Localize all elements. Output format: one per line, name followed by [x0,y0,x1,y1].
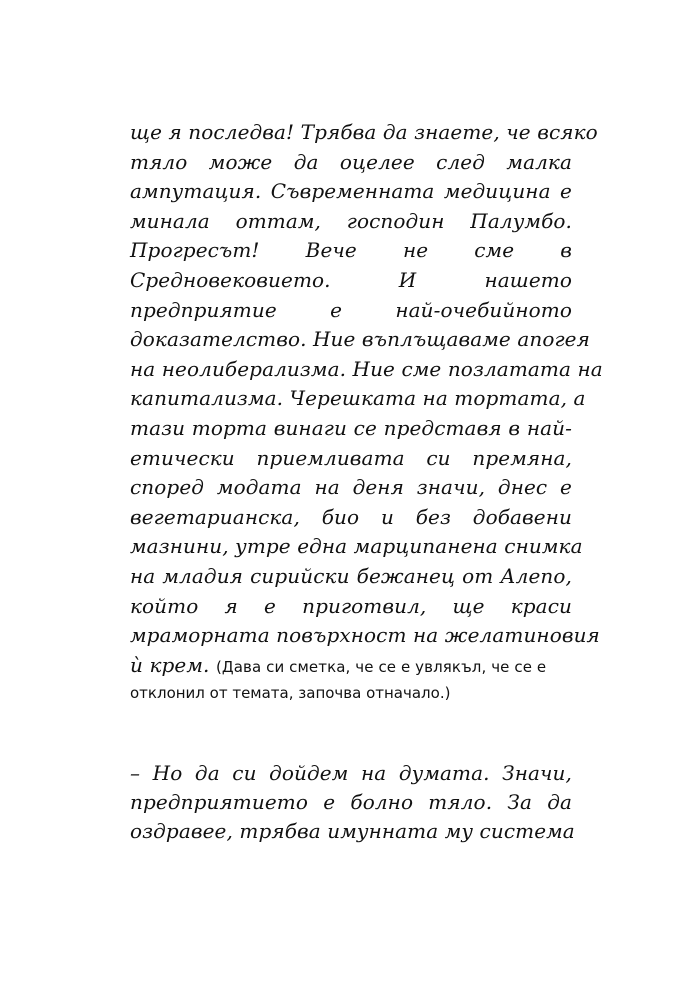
text-line: тази торта винаги се представя в най- [130,415,572,440]
text-line: ампутация. Съвременната медицина е [130,179,572,204]
text-fragment: ѝ крем. [130,652,210,677]
text-line: мраморната повърхност на желатиновия [130,623,600,648]
text-line: мазнини, утре една марципанена снимка [130,534,583,559]
dialog-line: оздравее, трябва имунната му система [130,819,575,843]
text-line: според модата на деня значи, днес е [130,475,572,500]
text-line: капитализма. Черешката на тортата, а [130,386,586,411]
main-paragraph [130,118,603,710]
text-line: ще я последва! Трябва да знаете, че всяко [130,120,598,144]
stage-direction-start: (Дава си сметка, че се е увлякъл, че се е [215,657,547,676]
text-line: Средновековието. И нашето [130,267,572,292]
text-line: на неолиберализма. Ние сме позлатата на [130,356,603,381]
dialog-line: – Но да си дойдем на думата. Значи, [130,761,572,785]
stage-direction-end: отклонил от темата, започва отначало.) [130,684,451,703]
dialog-paragraph [130,759,575,846]
text-line: вегетарианска, био и без добавени [130,504,572,529]
text-line-with-stage-direction [130,651,572,681]
text-line: който я е приготвил, ще краси [130,593,572,618]
text-line: етически приемливата си премяна, [130,445,572,470]
text-line: на младия сирийски бежанец от Алепо, [130,563,572,588]
text-line: предприятие е най-очебийното [130,297,572,322]
dialog-line: предприятието е болно тяло. За да [130,790,572,814]
text-line: минала оттам, господин Палумбо. [130,208,572,233]
text-line: Прогресът! Вече не сме в [130,238,572,263]
text-line: тяло може да оцелее след малка [130,149,572,174]
text-line: доказателство. Ние въплъщаваме апогея [130,327,590,352]
